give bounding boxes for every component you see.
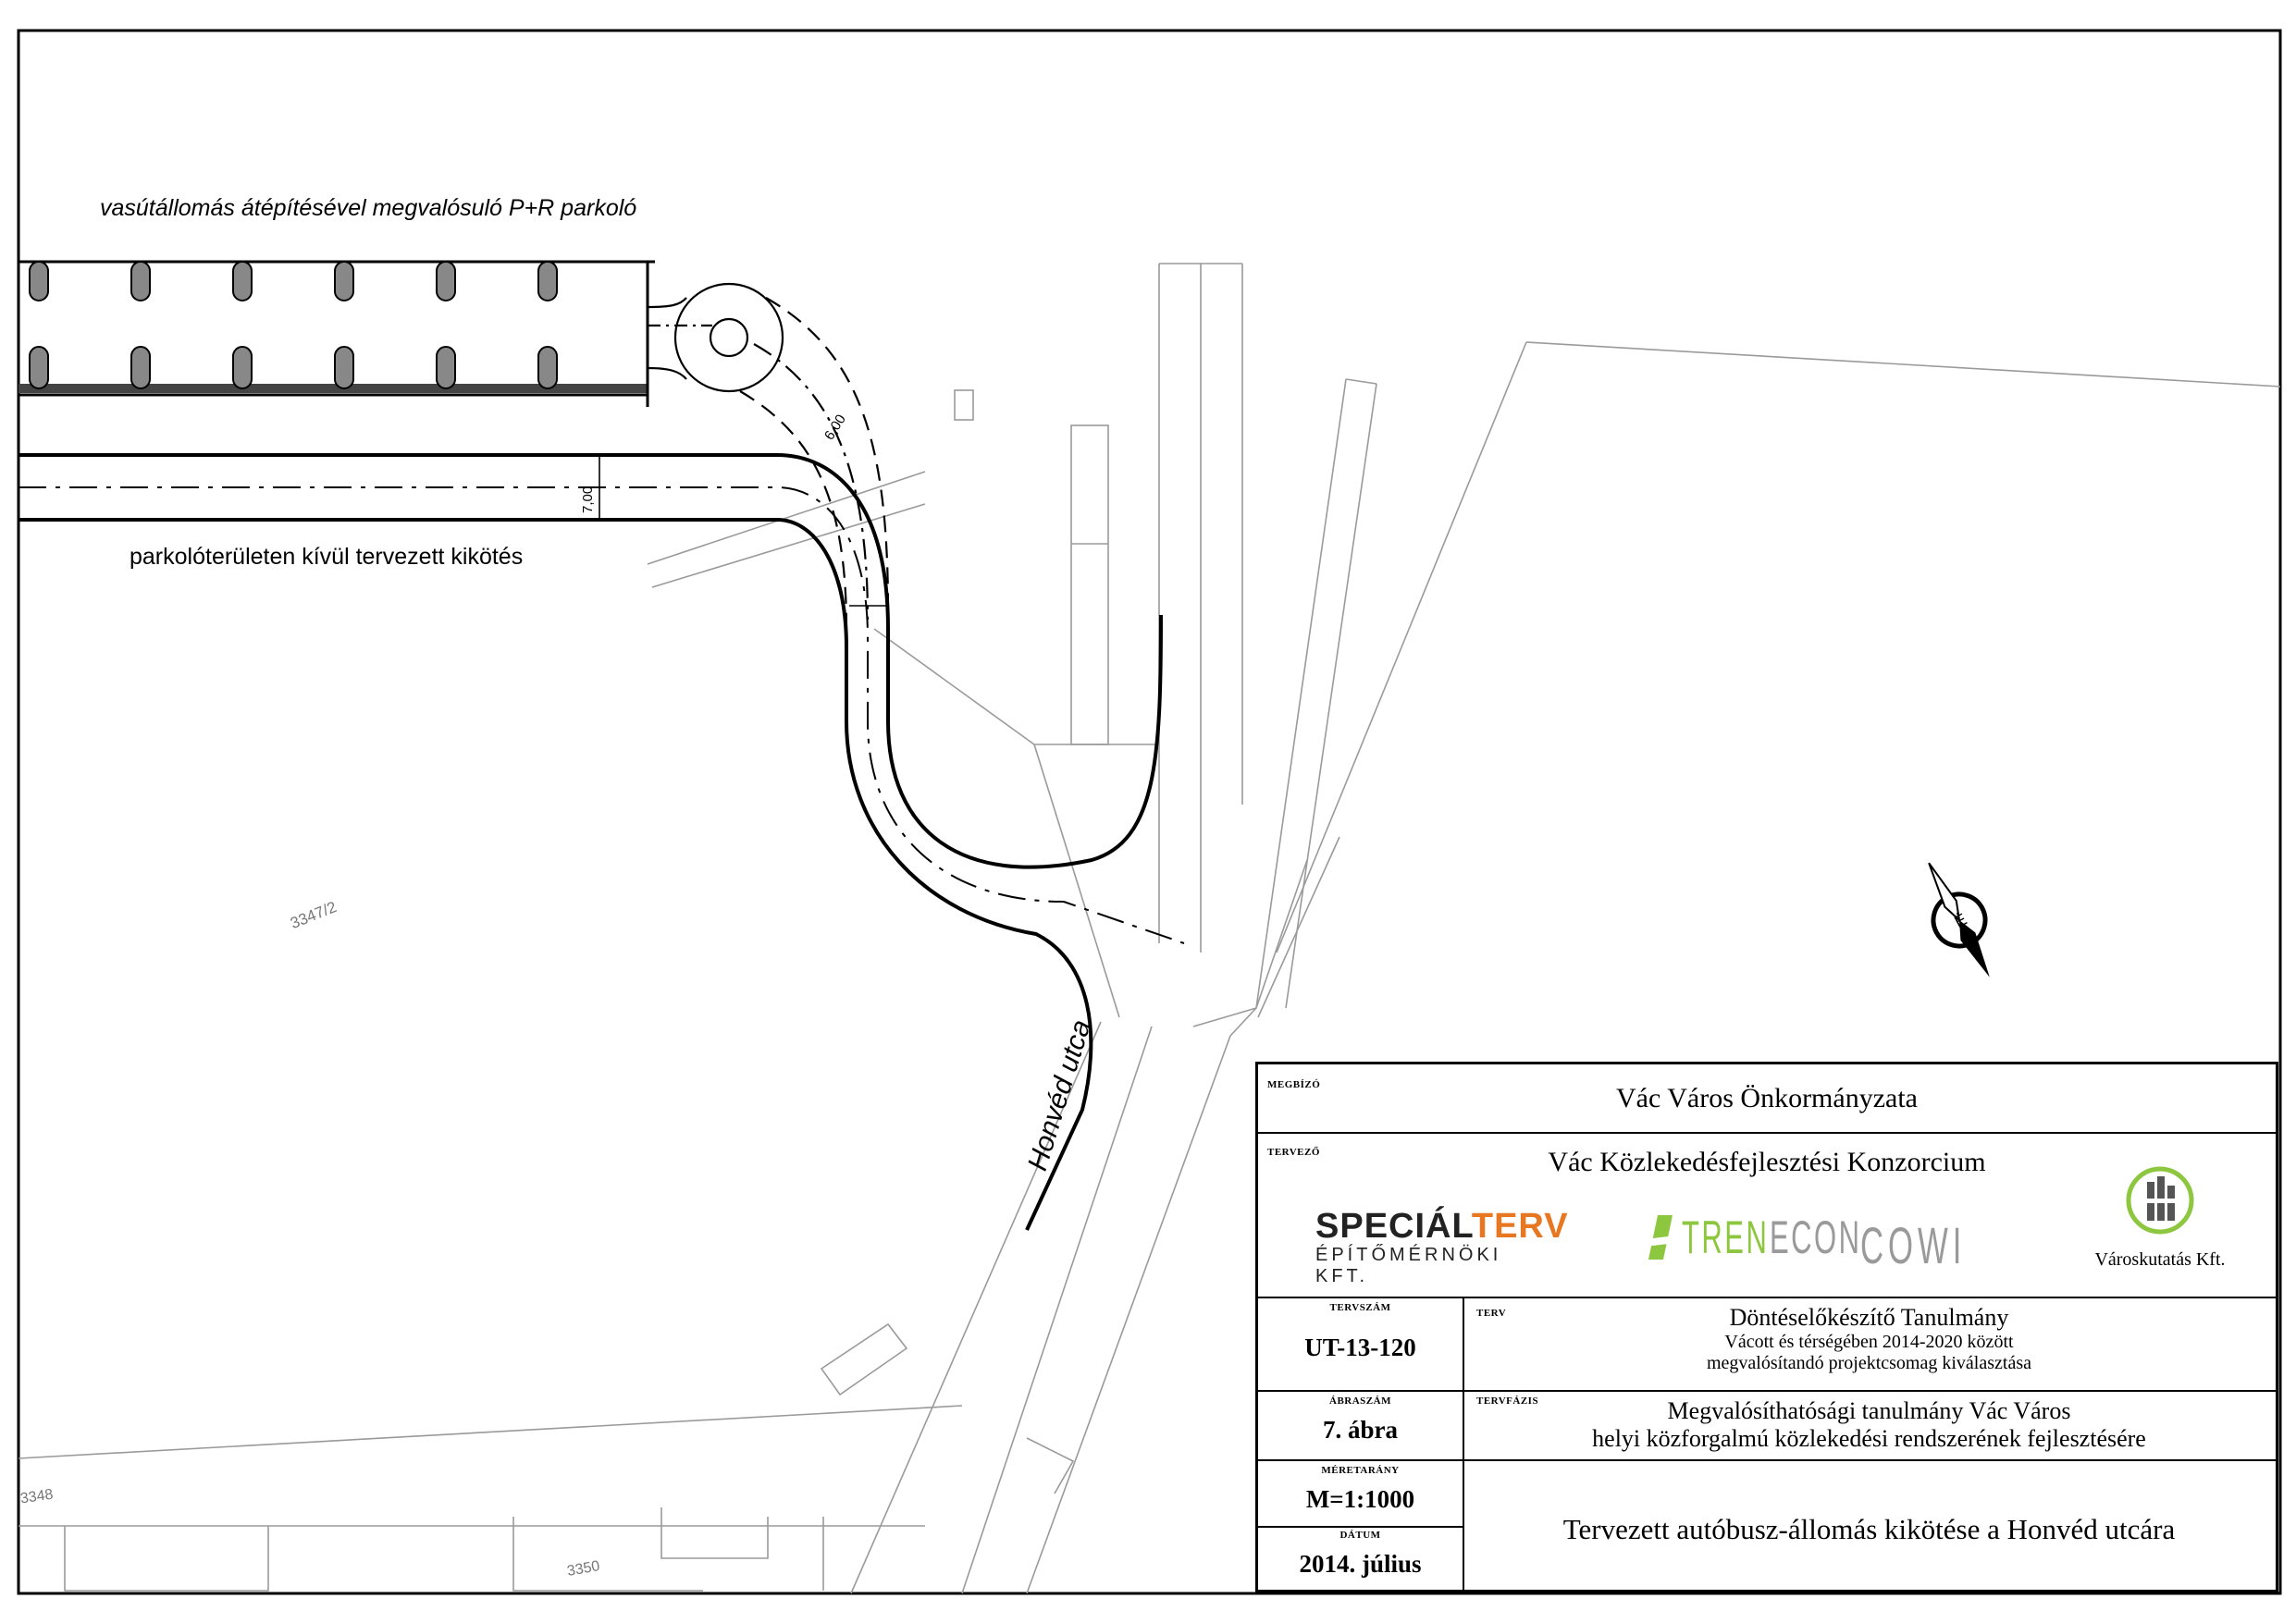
client-name: Vác Város Önkormányzata [1616,1083,1918,1113]
designer-label: TERVEZŐ [1267,1147,1320,1158]
figure-number-label: ÁBRASZÁM [1329,1396,1391,1407]
north-arrow-icon [1906,851,2012,990]
date-cell [1258,1526,1463,1590]
specialterv-subtitle: ÉPÍTŐMÉRNÖKI KFT. [1315,1245,1502,1286]
dimension-700: 7,00 [580,486,596,513]
date-value: 2014. július [1299,1550,1422,1578]
title-block [1255,1062,2278,1592]
plan-number-label: TERVSZÁM [1329,1302,1391,1313]
designer-row [1258,1134,2276,1298]
trenecon-mark-icon [1645,1211,1676,1263]
varoskutatas-emblem-icon [2125,1162,2195,1239]
figure-number: 7. ábra [1323,1416,1398,1444]
parcel-3350: 3350 [565,1558,601,1580]
plan-subtitle-1: Vácott és térségében 2014-2020 között [1724,1332,2014,1352]
outside-link-label: parkolóterületen kívül tervezett kikötés [130,544,524,570]
phase-line-2: helyi közforgalmú közlekedési rendszerének fejlesztésére [1592,1425,2146,1452]
parking-stalls [30,262,557,388]
plan-number-row [1258,1298,2276,1392]
specialterv-logo [1315,1207,1569,1287]
specialterv-logo-b: TERV [1471,1207,1569,1246]
varoskutatas-label: Városkutatás Kft. [2094,1249,2226,1270]
figure-number-row [1258,1392,2276,1461]
cowi-logo: COWI [1860,1216,1967,1274]
phase-line-1: Megvalósíthatósági tanulmány Vác Város [1667,1397,2071,1424]
roundabout [648,284,783,391]
date-label: DÁTUM [1339,1530,1381,1541]
drawing-title: Tervezett autóbusz-állomás kikötése a Honvéd utcára [1562,1513,2176,1545]
specialterv-logo-a: SPECIÁL [1315,1207,1472,1246]
scale-value: M=1:1000 [1305,1485,1415,1513]
plan-number: UT-13-120 [1304,1334,1416,1361]
scale-cell [1258,1461,1463,1528]
pr-parking-label: vasútállomás átépítésével megvalósuló P+R parkoló [100,195,637,221]
trenecon-logo-b: ECON [1770,1211,1862,1263]
plan-label: TERV [1476,1308,1507,1319]
proposed-bus-link [19,455,1184,1230]
phase-label: TERVFÁZIS [1476,1396,1539,1407]
scale-label: MÉRETARÁNY [1321,1465,1400,1476]
client-label: MEGBÍZÓ [1267,1079,1321,1090]
client-row [1258,1064,2276,1134]
trenecon-logo [1645,1210,1862,1265]
scale-date-block [1258,1461,2276,1590]
designer-name: Vác Közlekedésfejlesztési Konzorcium [1548,1147,1986,1177]
parcel-3348: 3348 [19,1486,55,1507]
svg-text:É: É [1951,909,1970,932]
plan-title: Döntéselőkészítő Tanulmány [1729,1304,2009,1331]
plan-subtitle-2: megvalósítandó projektcsomag kiválasztása [1706,1353,2031,1373]
trenecon-logo-a: TREN [1682,1211,1770,1263]
street-label: Honvéd utca [1022,1015,1097,1174]
varoskutatas-logo [2072,1162,2248,1271]
parcel-3347: 3347/2 [288,897,339,933]
dimension-600: 6,00 [821,412,849,444]
